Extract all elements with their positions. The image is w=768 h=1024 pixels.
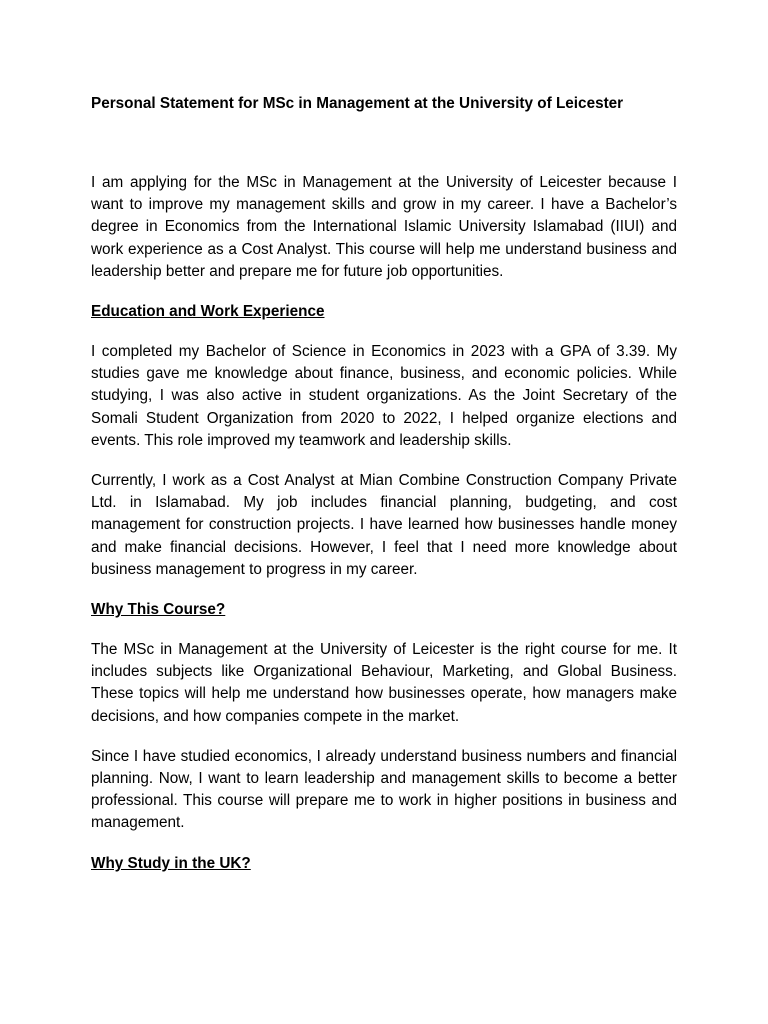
section-heading-education: Education and Work Experience: [91, 303, 325, 321]
document-page: [91, 94, 677, 893]
document-title: Personal Statement for MSc in Management at the University of Leicester: [91, 95, 624, 112]
intro-paragraph: I am applying for the MSc in Management at the University of Leicester because I want to improve my management skills and grow in my career. I have a Bachelor’s degree in Economics from the International Islamic University Islamabad (IIUI) and work experience as a Cost Analyst. This course will help me understand business and leadership better and prepare me for future job opportunities.: [91, 174, 677, 280]
section-heading-why-uk: Why Study in the UK?: [91, 854, 251, 872]
section-heading-why-course: Why This Course?: [91, 601, 226, 619]
paragraph-why-course-2: Since I have studied economics, I already understand business numbers and financial planning. Now, I want to learn leadership and management skills to become a better professional. This course will prepare me to work in higher positions in business and management.: [91, 747, 677, 832]
paragraph-education-1: I completed my Bachelor of Science in Economics in 2023 with a GPA of 3.39. My studies gave me knowledge about finance, business, and economic policies. While studying, I was also active in student organizations. As the Joint Secretary of the Somali Student Organization from 2020 to 2022, I helped organize elections and events. This role improved my teamwork and leadership skills.: [91, 343, 677, 449]
paragraph-education-2: Currently, I work as a Cost Analyst at Mian Combine Construction Company Private Ltd. in Islamabad. My job includes financial planning, budgeting, and cost management for construction projects. I have learned how businesses handle money and make financial decisions. However, I feel that I need more knowledge about business management to progress in my career.: [91, 472, 677, 578]
paragraph-why-course-1: The MSc in Management at the University of Leicester is the right course for me. It includes subjects like Organizational Behaviour, Marketing, and Global Business. These topics will help me understand how businesses operate, how managers make decisions, and how companies compete in the market.: [91, 641, 677, 725]
